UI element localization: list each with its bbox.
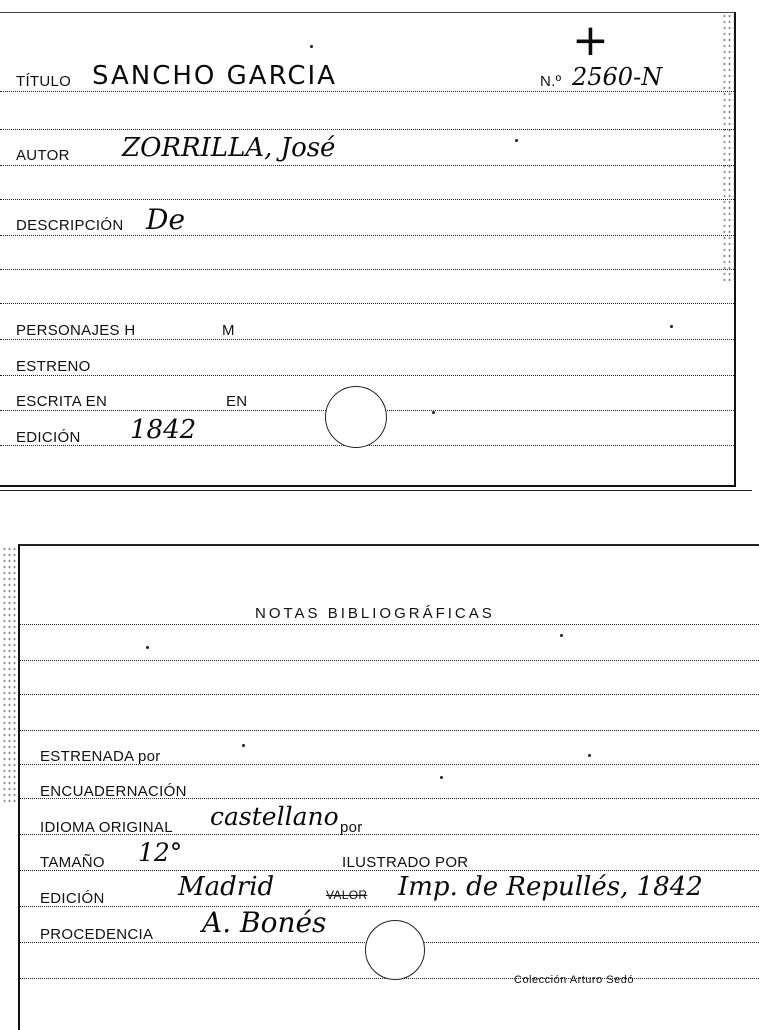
autor-label: AUTOR bbox=[16, 147, 70, 164]
speck bbox=[242, 744, 245, 747]
edicion-label: EDICIÓN bbox=[40, 890, 105, 907]
descripcion-label: DESCRIPCIÓN bbox=[16, 217, 124, 234]
rule-line bbox=[0, 199, 734, 200]
escrita-en-label: EN bbox=[226, 393, 248, 410]
descripcion-value: De bbox=[146, 203, 186, 236]
rule-line bbox=[0, 303, 734, 304]
estrenada-label: ESTRENADA por bbox=[40, 748, 161, 765]
speck bbox=[670, 325, 673, 328]
ilustrado-label: ILUSTRADO POR bbox=[342, 854, 469, 871]
speck bbox=[588, 754, 591, 757]
speck bbox=[310, 45, 313, 48]
valor-label: VALOR bbox=[326, 888, 368, 902]
personajes-label: PERSONAJES H bbox=[16, 322, 136, 339]
rule-line bbox=[0, 269, 734, 270]
speck bbox=[440, 776, 443, 779]
idioma-por-label: por bbox=[340, 819, 363, 836]
speck bbox=[560, 634, 563, 637]
procedencia-value: A. Bonés bbox=[202, 906, 327, 939]
rule-line bbox=[0, 339, 734, 340]
notes-title: NOTAS BIBLIOGRÁFICAS bbox=[255, 605, 495, 622]
idioma-value: castellano bbox=[210, 802, 339, 831]
encuadernacion-label: ENCUADERNACIÓN bbox=[40, 783, 187, 800]
scan-noise bbox=[722, 13, 736, 283]
edicion-label: EDICIÓN bbox=[16, 429, 81, 446]
edicion-value: 1842 bbox=[130, 415, 197, 445]
numero-value: 2560-N bbox=[572, 63, 663, 91]
catalog-card-back bbox=[18, 544, 759, 1030]
procedencia-label: PROCEDENCIA bbox=[40, 926, 154, 943]
edicion-imprenta: Imp. de Repullés, 1842 bbox=[398, 872, 703, 902]
speck bbox=[146, 646, 149, 649]
rule-line bbox=[0, 165, 734, 166]
rule-line bbox=[20, 624, 759, 625]
cross-mark: + bbox=[572, 15, 609, 66]
numero-label: N.º bbox=[540, 73, 562, 90]
speck bbox=[515, 139, 518, 142]
titulo-label: TÍTULO bbox=[16, 73, 72, 90]
footer-credit: Colección Arturo Sedó bbox=[514, 974, 634, 986]
estreno-label: ESTRENO bbox=[16, 358, 91, 375]
punch-hole bbox=[365, 920, 425, 980]
punch-hole bbox=[325, 386, 387, 448]
escrita-label: ESCRITA EN bbox=[16, 393, 108, 410]
personajes-m-label: M bbox=[222, 322, 235, 339]
edicion-value: Madrid bbox=[178, 872, 275, 902]
rule-line bbox=[0, 91, 734, 92]
rule-line bbox=[0, 375, 734, 376]
rule-line bbox=[20, 694, 759, 695]
rule-line bbox=[0, 129, 734, 130]
autor-value: ZORRILLA, José bbox=[122, 133, 336, 163]
rule-line bbox=[0, 235, 734, 236]
tamano-label: TAMAÑO bbox=[40, 854, 105, 871]
catalog-card-front bbox=[0, 12, 736, 487]
titulo-value: SANCHO GARCIA bbox=[92, 61, 337, 91]
scan-noise bbox=[2, 546, 18, 806]
tamano-value: 12° bbox=[138, 838, 183, 867]
scan-edge-line bbox=[0, 490, 752, 491]
rule-line bbox=[20, 660, 759, 661]
speck bbox=[432, 411, 435, 414]
rule-line bbox=[20, 730, 759, 731]
rule-line bbox=[20, 906, 759, 907]
idioma-label: IDIOMA ORIGINAL bbox=[40, 819, 173, 836]
